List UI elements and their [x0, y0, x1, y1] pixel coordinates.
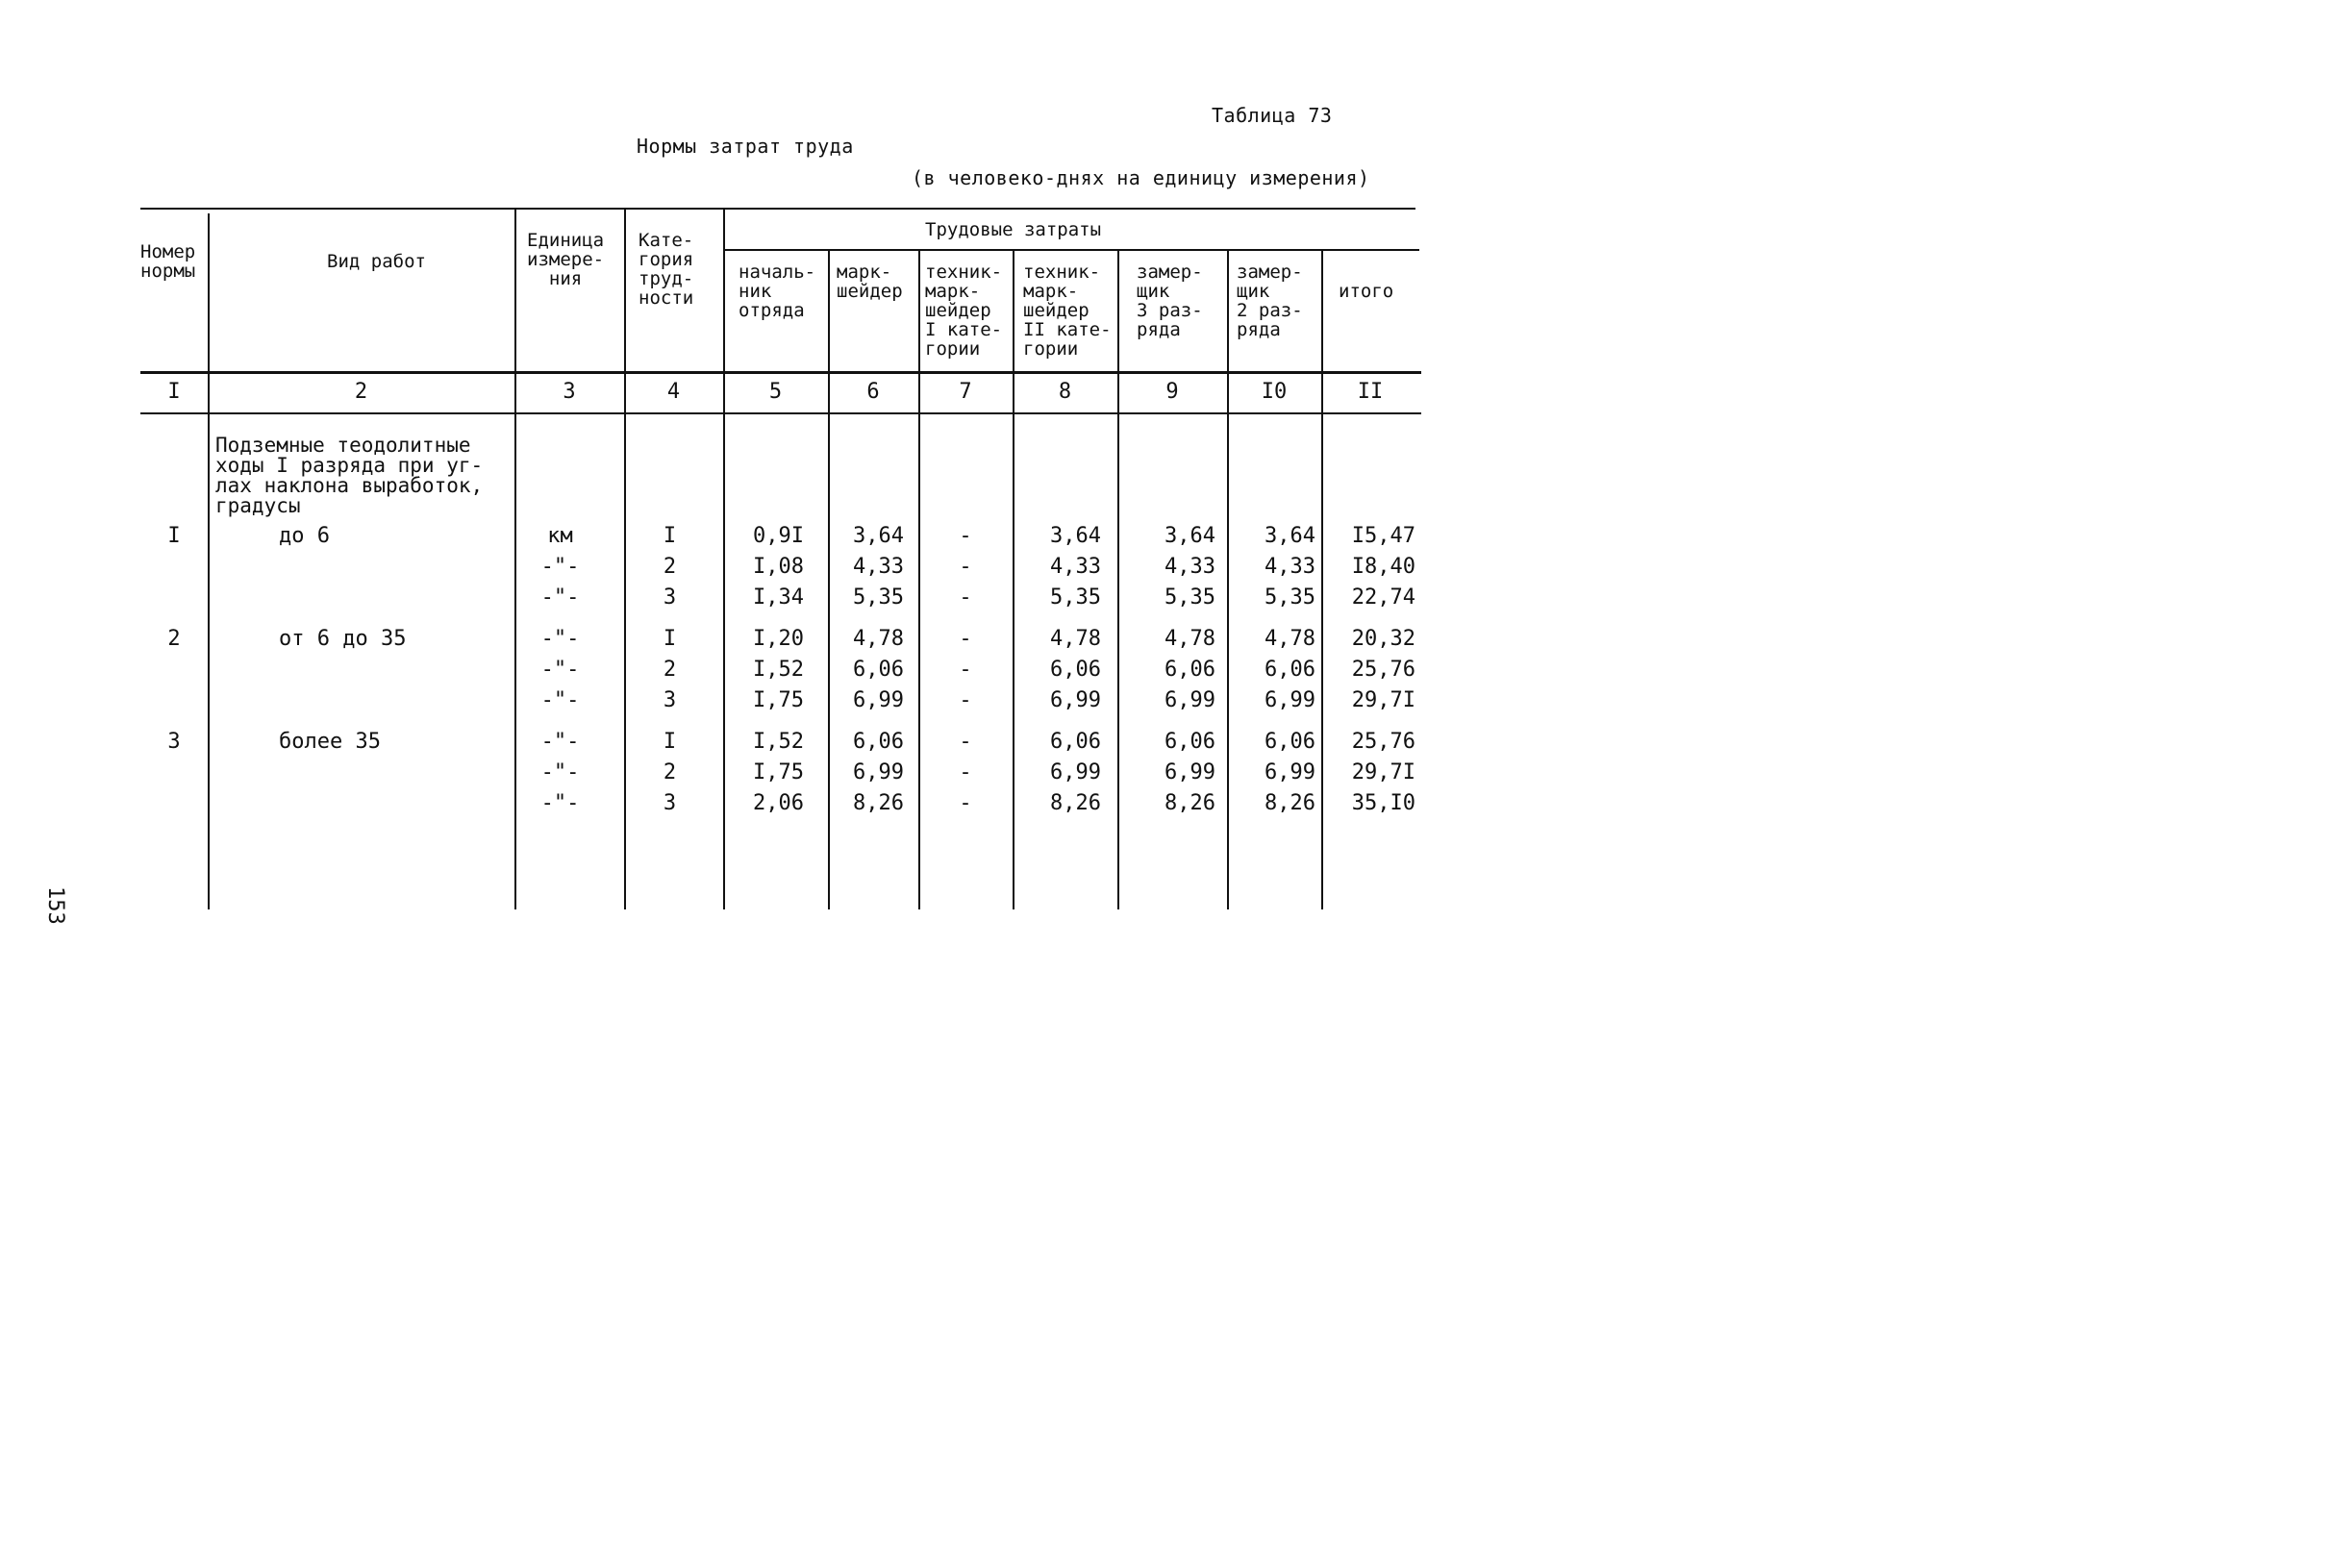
- value-cell: I,08: [753, 555, 804, 579]
- work-type: от 6 до 35: [279, 627, 407, 651]
- category-cell: 2: [663, 760, 677, 784]
- header-tech-cat1: техник- марк- шейдер I кате- гории: [925, 261, 1003, 360]
- category-cell: 2: [663, 658, 677, 682]
- column-number: II: [1357, 380, 1384, 404]
- category-cell: 3: [663, 791, 677, 815]
- value-cell: 6,06: [1050, 730, 1101, 754]
- column-number: 6: [866, 380, 880, 404]
- value-cell: I,52: [753, 658, 804, 682]
- value-cell: I,34: [753, 585, 804, 610]
- value-cell: 8,26: [1164, 791, 1215, 815]
- value-cell: 6,06: [1164, 658, 1215, 682]
- unit-cell: -"-: [540, 585, 580, 610]
- value-cell: -: [959, 658, 972, 682]
- header-tech-cat2: техник- марк- шейдер II кате- гории: [1023, 261, 1112, 360]
- table-label: Таблица 73: [1212, 104, 1333, 127]
- value-cell: 2,06: [753, 791, 804, 815]
- unit-cell: -"-: [540, 760, 580, 784]
- value-cell: 4,33: [1265, 555, 1315, 579]
- category-cell: I: [663, 627, 677, 651]
- value-cell: I8,40: [1351, 555, 1415, 579]
- header-total: итого: [1339, 281, 1394, 302]
- value-cell: 6,06: [853, 730, 904, 754]
- header-category: Кате- гория труд- ности: [639, 230, 694, 309]
- table-subtitle: (в человеко-днях на единицу измерения): [912, 166, 1370, 189]
- value-cell: 4,33: [1050, 555, 1101, 579]
- value-cell: 6,99: [1050, 688, 1101, 712]
- header-chief: началь- ник отряда: [739, 261, 816, 321]
- value-cell: 20,32: [1351, 627, 1415, 651]
- header-norm-no: Номер нормы: [140, 241, 196, 282]
- header-measurer-3: замер- щик 3 раз- ряда: [1137, 261, 1203, 340]
- value-cell: 4,33: [853, 555, 904, 579]
- value-cell: 6,99: [1265, 760, 1315, 784]
- value-cell: 4,78: [1265, 627, 1315, 651]
- category-cell: I: [663, 730, 677, 754]
- value-cell: I5,47: [1351, 524, 1415, 548]
- value-cell: 6,99: [1164, 760, 1215, 784]
- value-cell: 25,76: [1351, 658, 1415, 682]
- value-cell: 6,06: [853, 658, 904, 682]
- header-unit: Единица измере- ния: [527, 230, 605, 289]
- value-cell: -: [959, 524, 972, 548]
- column-number: 5: [768, 380, 783, 404]
- value-cell: 29,7I: [1351, 688, 1415, 712]
- value-cell: 4,78: [1050, 627, 1101, 651]
- header-surveyor: марк- шейдер: [837, 261, 903, 302]
- category-cell: I: [663, 524, 677, 548]
- column-number: 7: [959, 380, 972, 404]
- numbers-bottom-rule: [140, 412, 1421, 414]
- category-cell: 2: [663, 555, 677, 579]
- value-cell: 6,99: [1050, 760, 1101, 784]
- value-cell: 0,9I: [753, 524, 804, 548]
- table-title: Нормы затрат труда: [637, 135, 854, 158]
- unit-cell: -"-: [540, 688, 580, 712]
- value-cell: 6,99: [853, 760, 904, 784]
- value-cell: I,52: [753, 730, 804, 754]
- value-cell: 3,64: [1265, 524, 1315, 548]
- top-rule: [140, 208, 1415, 210]
- value-cell: -: [959, 791, 972, 815]
- value-cell: -: [959, 688, 972, 712]
- unit-cell: -"-: [540, 658, 580, 682]
- norm-number: 3: [167, 730, 181, 754]
- value-cell: 8,26: [1265, 791, 1315, 815]
- value-cell: -: [959, 730, 972, 754]
- column-number: 4: [666, 380, 681, 404]
- value-cell: 29,7I: [1351, 760, 1415, 784]
- value-cell: 6,06: [1265, 730, 1315, 754]
- category-cell: 3: [663, 585, 677, 610]
- value-cell: -: [959, 627, 972, 651]
- unit-cell: -"-: [540, 627, 580, 651]
- section-heading: Подземные теодолитные ходы I разряда при уг- лах наклона выработок, градусы: [215, 434, 484, 517]
- unit-cell: -"-: [540, 730, 580, 754]
- value-cell: 4,78: [853, 627, 904, 651]
- column-number: I: [167, 380, 181, 404]
- page-number: 153: [43, 886, 67, 925]
- value-cell: 22,74: [1351, 585, 1415, 610]
- unit-cell: -"-: [540, 555, 580, 579]
- column-number: 8: [1058, 380, 1072, 404]
- unit-cell: -"-: [540, 791, 580, 815]
- value-cell: 6,06: [1050, 658, 1101, 682]
- value-cell: -: [959, 555, 972, 579]
- column-number: 3: [563, 380, 576, 404]
- value-cell: I,75: [753, 688, 804, 712]
- value-cell: -: [959, 585, 972, 610]
- value-cell: 6,99: [853, 688, 904, 712]
- value-cell: 4,33: [1164, 555, 1215, 579]
- column-number: I0: [1261, 380, 1288, 404]
- value-cell: 8,26: [853, 791, 904, 815]
- norm-number: I: [167, 524, 181, 548]
- header-bottom-rule: [140, 371, 1421, 374]
- column-number: 2: [354, 380, 368, 404]
- value-cell: 6,06: [1265, 658, 1315, 682]
- value-cell: 5,35: [853, 585, 904, 610]
- unit-cell: км: [547, 524, 573, 548]
- value-cell: 25,76: [1351, 730, 1415, 754]
- value-cell: 6,06: [1164, 730, 1215, 754]
- value-cell: 6,99: [1164, 688, 1215, 712]
- work-type: более 35: [279, 730, 381, 754]
- category-cell: 3: [663, 688, 677, 712]
- work-type: до 6: [279, 524, 330, 548]
- value-cell: 5,35: [1164, 585, 1215, 610]
- header-measurer-2: замер- щик 2 раз- ряда: [1237, 261, 1303, 340]
- header-work-type: Вид работ: [327, 251, 426, 272]
- header-labor: Трудовые затраты: [925, 219, 1102, 240]
- value-cell: 6,99: [1265, 688, 1315, 712]
- value-cell: -: [959, 760, 972, 784]
- value-cell: 5,35: [1265, 585, 1315, 610]
- value-cell: 3,64: [1050, 524, 1101, 548]
- value-cell: 35,I0: [1351, 791, 1415, 815]
- norm-number: 2: [167, 627, 181, 651]
- column-number: 9: [1165, 380, 1179, 404]
- col-divider: [208, 213, 210, 909]
- value-cell: 5,35: [1050, 585, 1101, 610]
- value-cell: I,75: [753, 760, 804, 784]
- value-cell: 8,26: [1050, 791, 1101, 815]
- value-cell: 3,64: [853, 524, 904, 548]
- value-cell: I,20: [753, 627, 804, 651]
- value-cell: 3,64: [1164, 524, 1215, 548]
- value-cell: 4,78: [1164, 627, 1215, 651]
